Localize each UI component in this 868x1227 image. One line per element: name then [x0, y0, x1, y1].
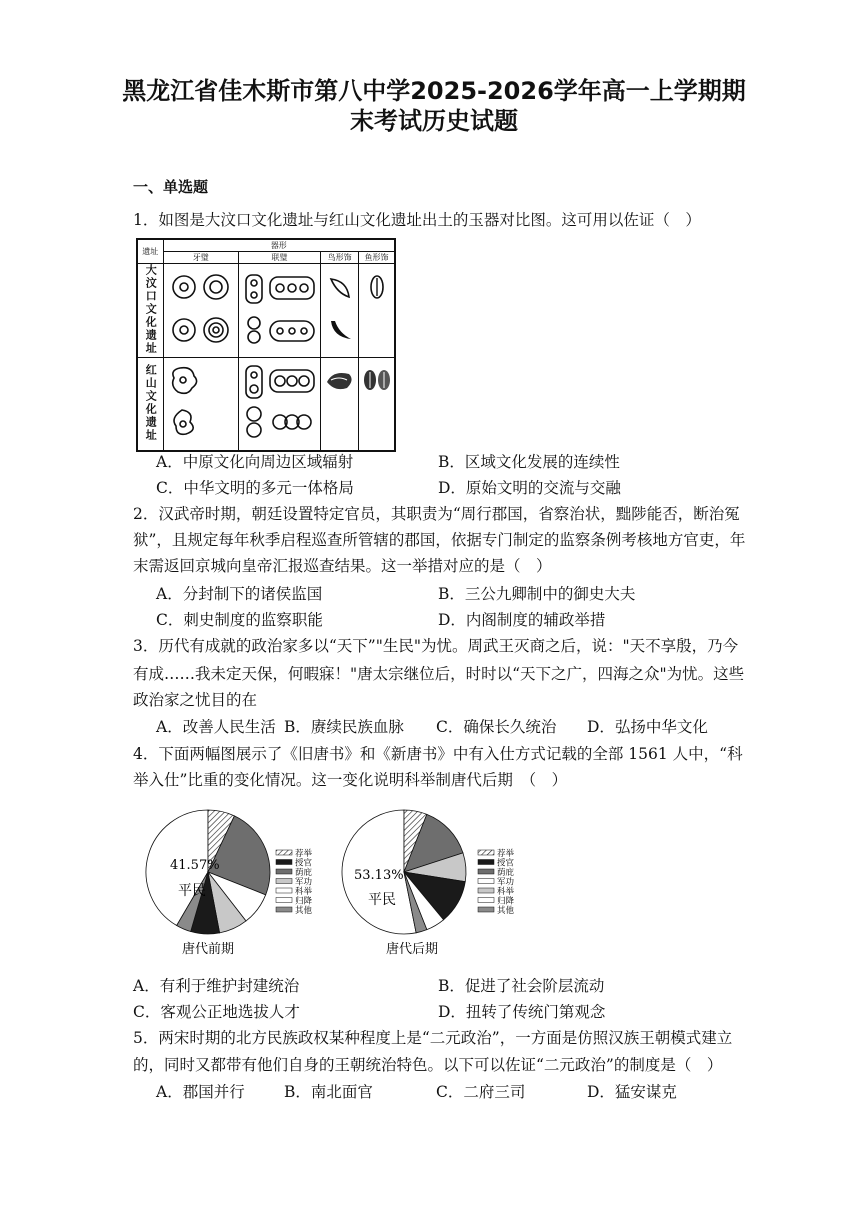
q1-stem: 1．如图是大汶口文化遗址与红山文化遗址出土的玉器对比图。这可用以佐证（ ）	[133, 211, 701, 229]
legend-label-1-0: 荐举	[497, 849, 515, 859]
legend-label-0-0: 荐举	[295, 849, 313, 859]
section-heading: 一、单选题	[133, 178, 209, 196]
q4-option-b[interactable]: B．促进了社会阶层流动	[438, 977, 605, 995]
q5-option-a[interactable]: A．郡国并行	[156, 1083, 245, 1101]
q4-line1: 4．下面两幅图展示了《旧唐书》和《新唐书》中有入仕方式记载的全部 1561 人中，“科	[133, 745, 743, 763]
legend-label-1-1: 授官	[497, 858, 515, 869]
pie-early-label: 平民	[178, 883, 206, 899]
col-shape: 器形	[163, 239, 395, 252]
q3-line1: 3．历代有成就的政治家多以“天下”"生民"为忧。周武王灭商之后，说："天不享殷，乃今	[133, 637, 739, 655]
legend-label-0-5: 归降	[295, 896, 313, 907]
legend-swatch-0-6	[276, 907, 292, 912]
q4-option-d[interactable]: D．扭转了传统门第观念	[438, 1003, 606, 1021]
col-site: 遗址	[137, 239, 163, 264]
col-yabi: 牙璧	[163, 252, 238, 264]
legend-label-0-6: 其他	[295, 906, 313, 916]
col-fish: 鱼形饰	[359, 252, 395, 264]
q5-option-c[interactable]: C．二府三司	[436, 1083, 526, 1101]
exam-title-line2: 末考试历史试题	[350, 107, 518, 135]
col-lianbi: 联璧	[238, 252, 320, 264]
hongshan-yabi-img	[163, 358, 238, 452]
legend-swatch-1-1	[478, 860, 494, 865]
hongshan-fish-img	[359, 358, 395, 452]
legend-swatch-0-3	[276, 879, 292, 884]
q4-line2: 举入仕”比重的变化情况。这一变化说明科举制唐代后期 （ ）	[133, 771, 568, 789]
q2-line2: 狱”，且规定每年秋季启程巡查所管辖的郡国，依据专门制定的监察条例考核地方官吏，年	[133, 531, 746, 549]
legend-label-0-1: 授官	[295, 858, 313, 869]
q4-option-a[interactable]: A．有利于维护封建统治	[133, 977, 300, 995]
legend-early	[276, 848, 313, 916]
q2-line1: 2．汉武帝时期，朝廷设置特定官员，其职责为“周行郡国，省察治状，黜陟能否，断治冤	[133, 505, 740, 523]
legend-swatch-0-0	[276, 850, 292, 855]
legend-label-1-2: 荫庇	[497, 868, 515, 878]
legend-swatch-0-2	[276, 869, 292, 874]
q3-option-b[interactable]: B．赓续民族血脉	[284, 718, 404, 736]
hongshan-lianbi-img	[238, 358, 320, 452]
exam-title-line1: 黑龙江省佳木斯市第八中学2025-2026学年高一上学期期	[122, 77, 746, 105]
row-hongshan: 红山文化遗址	[144, 364, 158, 442]
legend-swatch-1-3	[478, 879, 494, 884]
q2-option-a[interactable]: A．分封制下的诸侯监国	[156, 585, 323, 603]
dawenkou-bird-img	[321, 264, 359, 358]
legend-label-0-3: 军功	[295, 877, 313, 888]
legend-swatch-0-4	[276, 888, 292, 893]
q2-line3: 末需返回京城向皇帝汇报巡查结果。这一举措对应的是（ ）	[133, 557, 552, 575]
dawenkou-yabi-img	[163, 264, 238, 358]
dawenkou-fish-img	[359, 264, 395, 358]
q1-option-c[interactable]: C．中华文明的多元一体格局	[156, 479, 354, 497]
q3-line2: 有成……我未定天保，何暇寐！"唐太宗继位后，时时以“天下之广，四海之众"为忧。这些	[133, 665, 745, 683]
q5-option-b[interactable]: B．南北面官	[284, 1083, 373, 1101]
legend-swatch-0-5	[276, 898, 292, 903]
q2-option-b[interactable]: B．三公九卿制中的御史大夫	[438, 585, 636, 603]
q3-option-a[interactable]: A．改善人民生活	[156, 718, 276, 736]
legend-swatch-1-5	[478, 898, 494, 903]
legend-label-1-3: 军功	[497, 877, 515, 888]
q1-option-d[interactable]: D．原始文明的交流与交融	[438, 479, 621, 497]
q4-option-c[interactable]: C．客观公正地选拔人才	[133, 1003, 300, 1021]
q2-option-d[interactable]: D．内阁制度的辅政举措	[438, 611, 606, 629]
pie-early-title: 唐代前期	[182, 942, 235, 957]
legend-label-0-4: 科举	[295, 887, 313, 897]
legend-swatch-1-2	[478, 869, 494, 874]
row-dawenkou: 大汶口文化遗址	[144, 264, 158, 355]
pie-late-title: 唐代后期	[386, 942, 439, 957]
q3-option-d[interactable]: D．弘扬中华文化	[587, 718, 708, 736]
q2-option-c[interactable]: C．刺史制度的监察职能	[156, 611, 323, 629]
hongshan-bird-img	[321, 358, 359, 452]
legend-swatch-1-0	[478, 850, 494, 855]
legend-label-1-5: 归降	[497, 896, 515, 907]
legend-late	[478, 848, 515, 916]
pie-late-value: 53.13%	[354, 868, 404, 883]
legend-label-1-6: 其他	[497, 906, 515, 916]
q5-line1: 5．两宋时期的北方民族政权某种程度上是“二元政治”，一方面是仿照汉族王朝模式建立	[133, 1029, 733, 1047]
pie-early-value: 41.57%	[170, 858, 220, 873]
legend-label-0-2: 荫庇	[295, 868, 313, 878]
legend-swatch-0-1	[276, 860, 292, 865]
q1-option-a[interactable]: A．中原文化向周边区域辐射	[156, 453, 354, 471]
legend-label-1-4: 科举	[497, 887, 515, 897]
pie-late-label: 平民	[368, 892, 396, 908]
legend-swatch-1-6	[478, 907, 494, 912]
q5-option-d[interactable]: D．猛安谋克	[587, 1083, 677, 1101]
col-bird: 鸟形饰	[321, 252, 359, 264]
q3-option-c[interactable]: C．确保长久统治	[436, 718, 557, 736]
q5-line2: 的，同时又都带有他们自身的王朝统治特色。以下可以佐证“二元政治”的制度是（ ）	[133, 1056, 723, 1074]
legend-swatch-1-4	[478, 888, 494, 893]
pie-charts-figure	[140, 800, 540, 970]
jade-comparison-figure	[136, 238, 396, 452]
dawenkou-lianbi-img	[238, 264, 320, 358]
q3-line3: 政治家之忧目的在	[133, 691, 258, 709]
q1-option-b[interactable]: B．区域文化发展的连续性	[438, 453, 620, 471]
